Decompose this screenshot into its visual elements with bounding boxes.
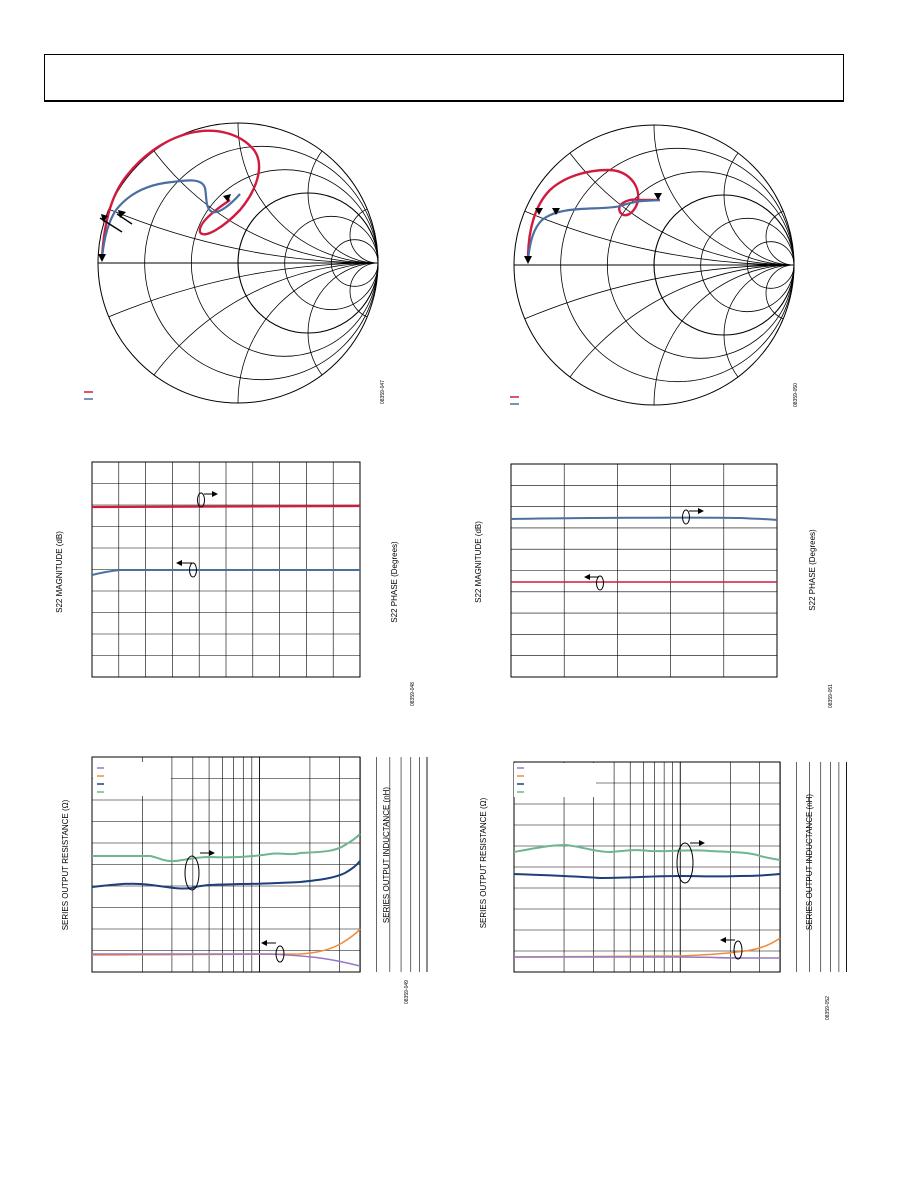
s22-chart-1-red-trace — [92, 506, 360, 507]
smith-chart-2-reactance-arc-neg-1 — [514, 265, 918, 825]
smith-chart-1-reactance-arc-neg-0 — [0, 263, 918, 1188]
smith-chart-2-reactance-arc-pos-2 — [654, 0, 918, 265]
s22-chart-1 — [55, 462, 416, 706]
smith-chart-2-reactance-arc-pos-3 — [724, 125, 864, 265]
rl-chart-2-green-trace — [514, 845, 780, 860]
s22-chart-2-blue-trace — [511, 518, 777, 520]
smith-chart-1-reactance-arc-pos-3 — [308, 123, 448, 263]
smith-chart-1-reactance-arc-neg-3 — [308, 263, 448, 403]
smith-chart-1-figure-code: 08359-047 — [380, 380, 386, 404]
smith-chart-2-blue-trace — [528, 200, 660, 260]
smith-chart-2-figure-code: 08359-050 — [793, 383, 799, 407]
s22-chart-1-figure-code: 08359-048 — [410, 682, 416, 706]
rl-chart-2 — [479, 762, 847, 1020]
rl-chart-1-inductance-marker-ellipse — [185, 856, 199, 890]
smith-chart-2-reactance-arc-pos-0 — [94, 0, 918, 265]
s22-chart-2-right-axis-label: S22 PHASE (Degrees) — [808, 529, 817, 611]
smith-chart-2-reactance-arc-pos-1 — [514, 0, 918, 265]
rl-chart-2-legend-box — [514, 763, 596, 797]
smith-chart-2-marker-start — [524, 256, 532, 264]
s22-chart-1-mag-marker-head — [176, 560, 182, 566]
rl-chart-2-orange-trace — [514, 938, 780, 957]
s22-chart-1-right-axis-label: S22 PHASE (Degrees) — [390, 541, 399, 623]
smith-chart-2-reactance-arcs — [94, 0, 918, 1188]
smith-chart-1-reactance-arc-neg-1 — [98, 263, 658, 823]
rl-chart-2-left-axis-label: SERIES OUTPUT RESISTANCE (Ω) — [479, 797, 488, 929]
rl-chart-1-figure-code: 08359-049 — [404, 980, 410, 1004]
s22-chart-2 — [474, 464, 834, 708]
rl-chart-2-dark-blue-trace — [514, 874, 780, 878]
rl-chart-1-dark-blue-trace — [92, 861, 360, 888]
s22-chart-1-phase-marker-head — [212, 491, 218, 497]
rl-chart-2-resistance-marker-ellipse — [734, 941, 742, 959]
rl-chart-1-left-axis-label: SERIES OUTPUT RESISTANCE (Ω) — [61, 799, 70, 931]
rl-chart-2-figure-code: 08359-052 — [825, 996, 831, 1020]
smith-chart-1-reactance-arc-neg-2 — [238, 263, 518, 543]
rl-chart-1-green-trace — [92, 834, 360, 861]
rl-chart-1-right-axis-label: SERIES OUTPUT INDUCTANCE (nH) — [382, 786, 391, 924]
rl-chart-1 — [61, 757, 427, 1004]
smith-chart-2 — [94, 0, 918, 1188]
rl-chart-1-resistance-marker-head — [261, 940, 267, 946]
s22-chart-1-left-axis-label: S22 MAGNITUDE (dB) — [55, 531, 64, 613]
s22-chart-2-mag-marker-ellipse — [597, 576, 604, 590]
s22-chart-2-phase-marker-head — [698, 508, 704, 514]
s22-chart-2-grid — [511, 464, 777, 677]
smith-chart-1-reactance-arc-pos-1 — [98, 0, 658, 263]
s22-chart-2-mag-marker-head — [584, 574, 590, 580]
rl-chart-1-inductance-marker-head — [209, 850, 215, 856]
s22-chart-2-left-axis-label: S22 MAGNITUDE (dB) — [474, 521, 483, 603]
smith-chart-1-marker-start — [98, 254, 106, 262]
s22-chart-2-figure-code: 08359-051 — [828, 684, 834, 708]
smith-chart-2-grid — [94, 0, 918, 1188]
rl-chart-2-resistance-marker-head — [720, 937, 726, 943]
smith-chart-1-blue-trace — [102, 180, 240, 258]
smith-chart-1-reactance-arc-pos-2 — [238, 0, 518, 263]
smith-chart-1-red-trace — [102, 131, 259, 258]
rl-chart-2-right-axis-label: SERIES OUTPUT INDUCTANCE (nH) — [805, 793, 814, 931]
rl-chart-2-inductance-marker-head — [699, 840, 705, 846]
rl-chart-1-orange-trace — [92, 929, 360, 955]
rl-chart-1-purple-trace — [92, 954, 360, 966]
rl-chart-1-legend-box — [93, 762, 171, 796]
